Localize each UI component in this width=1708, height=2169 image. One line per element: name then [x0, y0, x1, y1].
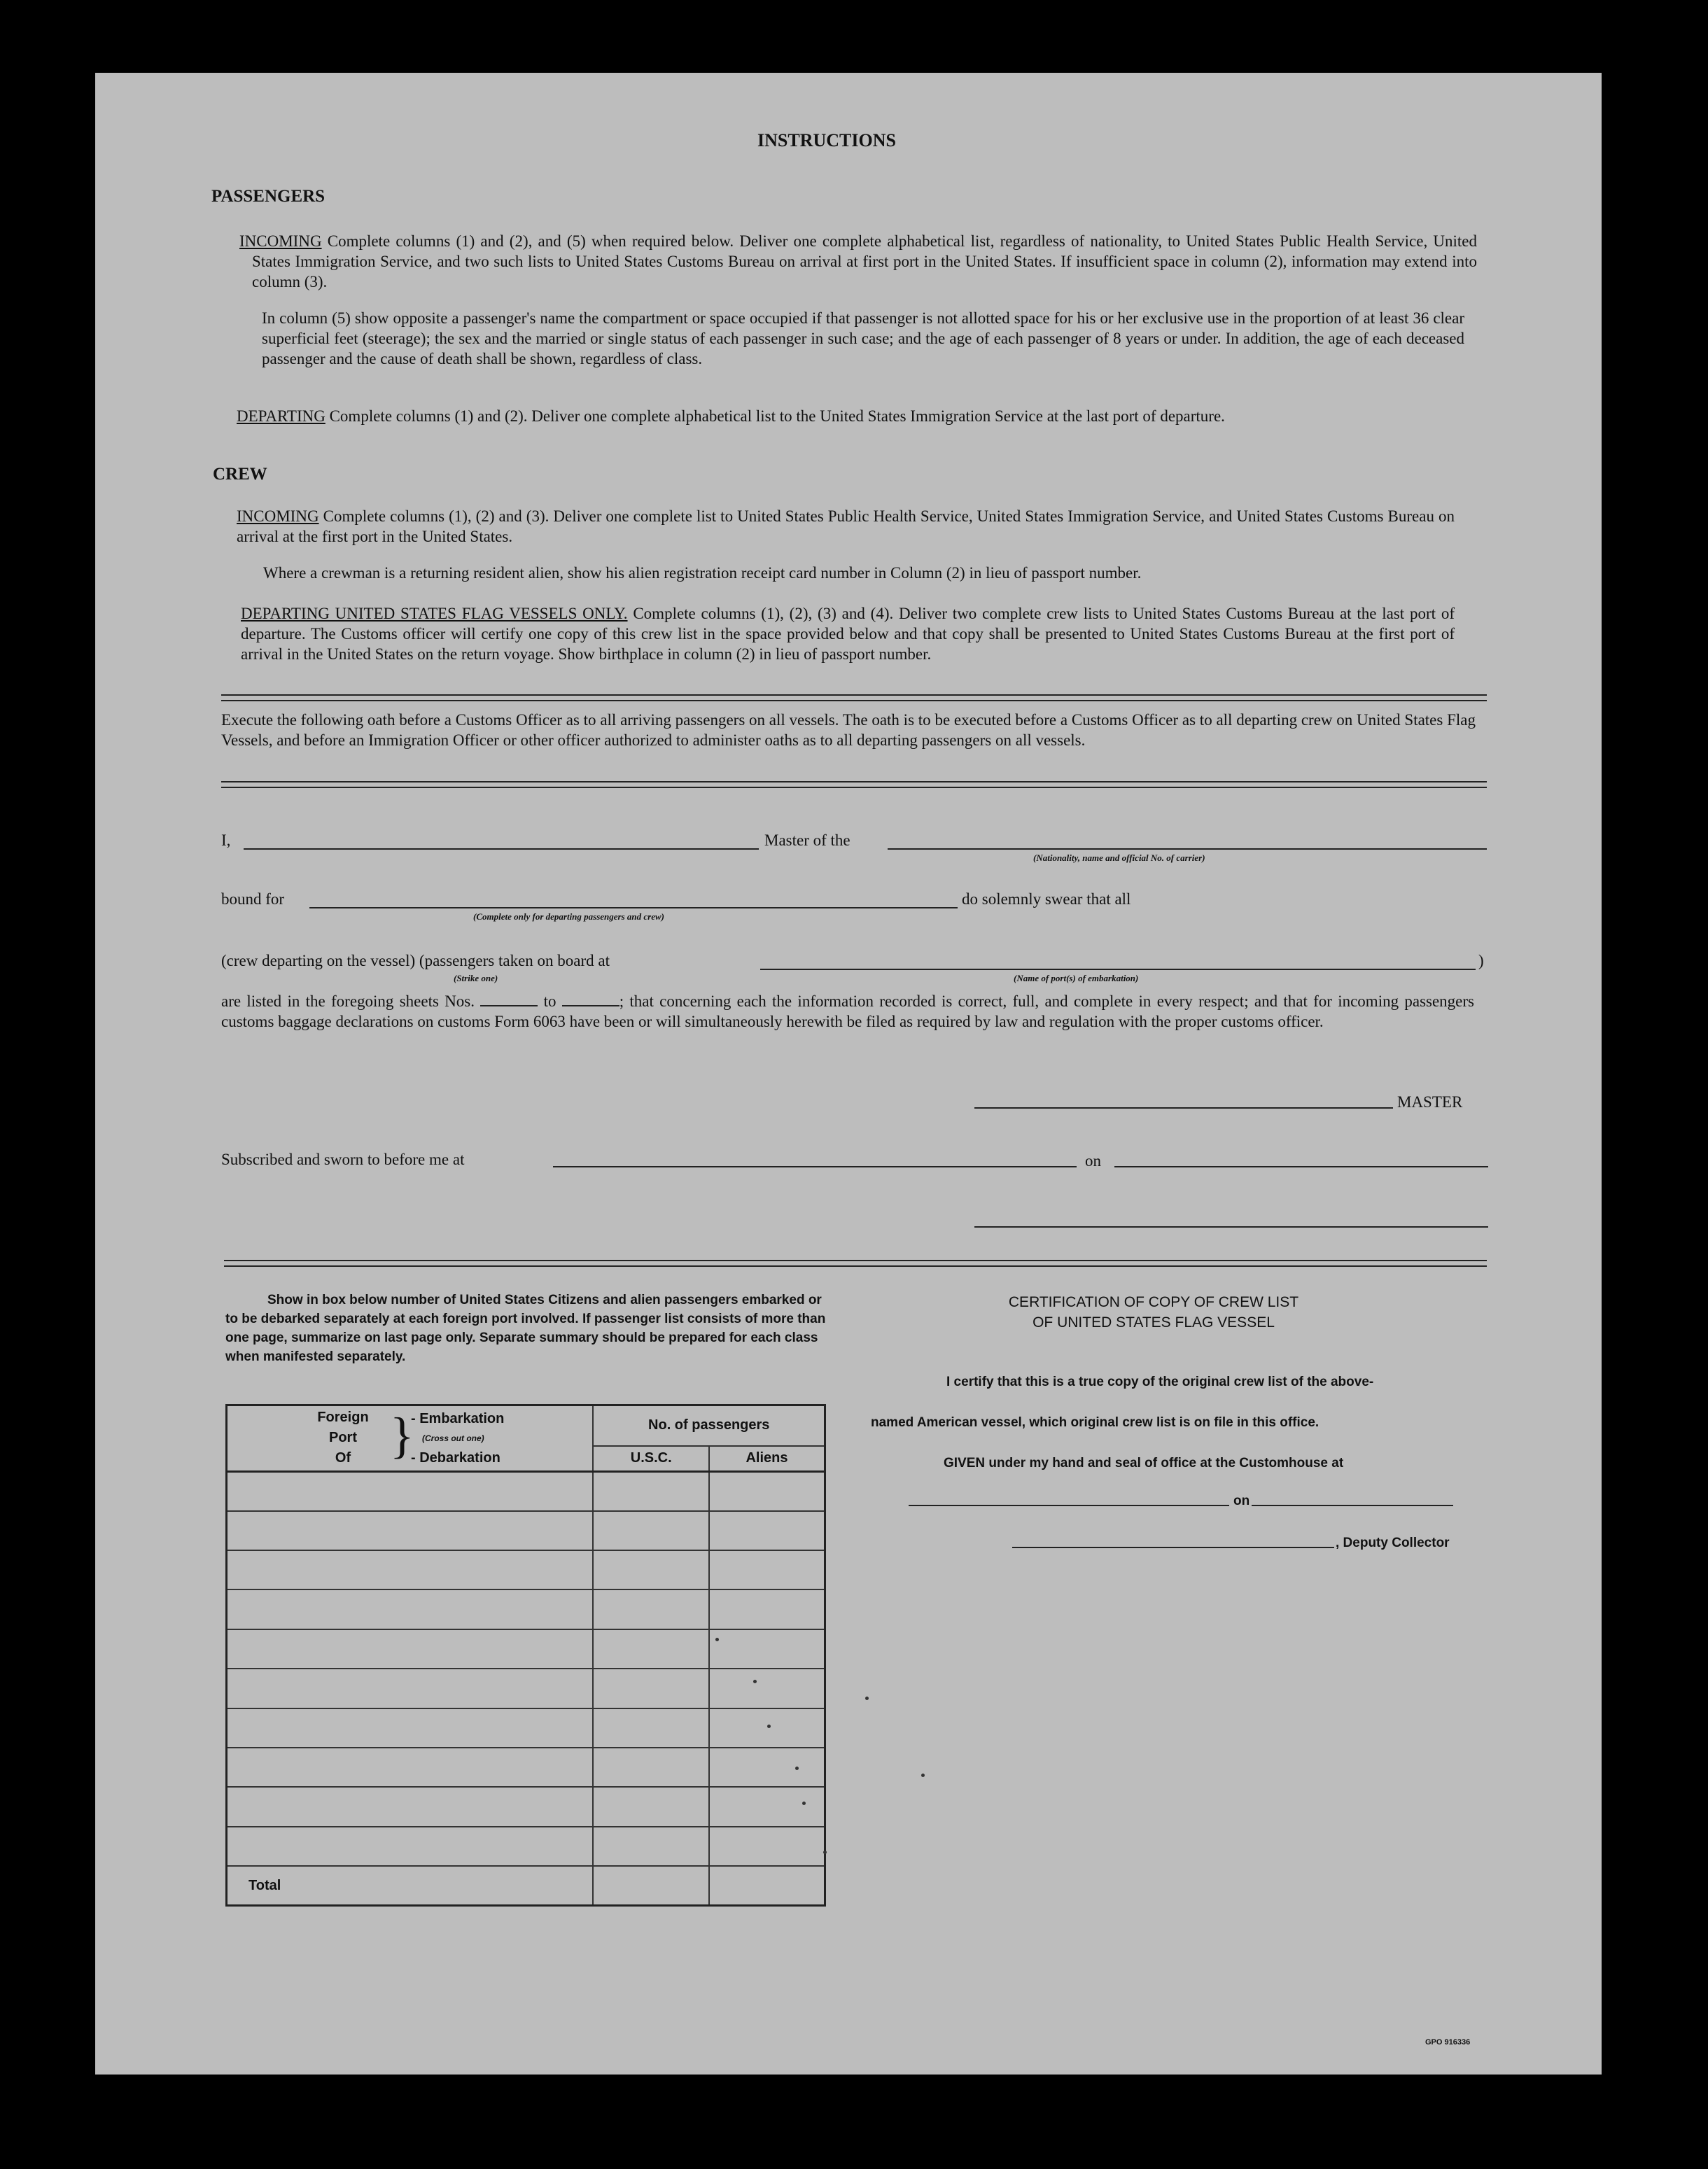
usc-cell[interactable] [593, 1629, 709, 1669]
scan-speck [753, 1680, 757, 1683]
deputy-signature-line[interactable] [1012, 1547, 1334, 1548]
table-row [227, 1471, 825, 1510]
sheet-to-field[interactable] [562, 1005, 620, 1006]
listed-text-a: are listed in the foregoing sheets Nos. [221, 992, 475, 1010]
scan-speck [823, 1851, 827, 1854]
aliens-cell[interactable] [709, 1471, 825, 1510]
summary-intro: Show in box below number of United States Citizens and alien passengers embarked or to be debarked separately at each foreign port involved. If passenger list consists of more than one page, summarize on last page only. Separate summary should be prepared for each class when manifested separately. [225, 1293, 826, 1364]
table-row [227, 1748, 825, 1787]
usc-cell[interactable] [593, 1511, 709, 1550]
usc-header: U.S.C. [593, 1446, 709, 1471]
aliens-cell[interactable] [709, 1708, 825, 1748]
usc-cell[interactable] [593, 1669, 709, 1708]
passengers-incoming-paragraph [239, 231, 1477, 292]
master-signature-line[interactable] [974, 1107, 1393, 1109]
port-cell[interactable] [227, 1669, 594, 1708]
port-cell[interactable] [227, 1550, 594, 1589]
debarkation-label: - Debarkation [411, 1450, 500, 1466]
subscribed-label: Subscribed and sworn to before me at [221, 1151, 465, 1168]
carrier-hint: (Nationality, name and official No. of carrier) [1033, 852, 1205, 863]
table-row [227, 1669, 825, 1708]
certification-title-line-1: CERTIFICATION OF COPY OF CREW LIST [1008, 1294, 1299, 1310]
port-cell[interactable] [227, 1787, 594, 1826]
no-of-passengers-header: No. of passengers [593, 1405, 825, 1446]
officer-signature-line[interactable] [974, 1226, 1488, 1228]
certification-date-line[interactable] [1252, 1505, 1453, 1506]
usc-cell[interactable] [593, 1471, 709, 1510]
table-row [227, 1589, 825, 1629]
crew-departing-paragraph [241, 603, 1455, 664]
sworn-date-line[interactable] [1114, 1166, 1488, 1167]
gpo-number: GPO 916336 [1425, 2038, 1471, 2047]
aliens-cell[interactable] [709, 1669, 825, 1708]
ports-hint: (Name of port(s) of embarkation) [1014, 973, 1139, 983]
usc-cell[interactable] [593, 1708, 709, 1748]
bound-for-line[interactable] [309, 907, 958, 908]
aliens-cell[interactable] [709, 1827, 825, 1866]
sworn-on-label: on [1085, 1152, 1101, 1170]
summary-table [225, 1404, 826, 1907]
port-cell[interactable] [227, 1748, 594, 1787]
cross-out-hint: (Cross out one) [422, 1433, 484, 1443]
total-aliens-cell[interactable] [709, 1866, 825, 1905]
divider [221, 781, 1487, 788]
deputy-collector-label: , Deputy Collector [1336, 1536, 1450, 1550]
bound-for-hint: (Complete only for departing passengers and crew) [473, 911, 664, 922]
master-label: MASTER [1397, 1093, 1463, 1111]
port-label: Port [329, 1430, 357, 1445]
aliens-cell[interactable] [709, 1550, 825, 1589]
certification-title [888, 1292, 1420, 1333]
certification-on-label: on [1233, 1494, 1250, 1508]
aliens-cell[interactable] [709, 1748, 825, 1787]
page-title: INSTRUCTIONS [757, 130, 896, 150]
usc-cell[interactable] [593, 1589, 709, 1629]
listed-to: to [543, 992, 556, 1010]
oath-i-label: I, [221, 831, 231, 849]
port-cell[interactable] [227, 1471, 594, 1510]
table-row [227, 1708, 825, 1748]
listed-text-b: ; that concerning each the information recorded is correct, full, and complete in every [619, 992, 1193, 1010]
document-page [95, 73, 1602, 2075]
passengers-incoming-label: INCOMING [239, 232, 322, 250]
listed-paragraph [221, 991, 1474, 1032]
usc-cell[interactable] [593, 1748, 709, 1787]
table-row [227, 1629, 825, 1669]
sworn-place-line[interactable] [553, 1166, 1077, 1167]
aliens-cell[interactable] [709, 1629, 825, 1669]
certification-line-3: GIVEN under my hand and seal of office at the Customhouse at [944, 1456, 1344, 1470]
strike-one-hint: (Strike one) [454, 973, 498, 983]
crew-passengers-label: (crew departing on the vessel) (passengers taken on board at [221, 952, 610, 969]
scan-speck [865, 1697, 869, 1700]
carrier-line[interactable] [888, 848, 1487, 850]
port-cell[interactable] [227, 1589, 594, 1629]
table-row [227, 1787, 825, 1826]
passengers-incoming-text: Complete columns (1) and (2), and (5) when required below. Deliver one complete alphabetical list, regardless of nationality, to United States Public Health Service, United States Immigration Service, and two such lists to United States Customs Bureau on arrival at first port in the United States. If insufficient space in column (2), information may extend into column (3). [252, 232, 1477, 290]
certification-line-1: I certify that this is a true copy of the original crew list of the above- [946, 1375, 1374, 1389]
aliens-cell[interactable] [709, 1787, 825, 1826]
brace-glyph: } [390, 1408, 414, 1463]
port-cell[interactable] [227, 1629, 594, 1669]
divider [221, 694, 1487, 701]
table-row [227, 1511, 825, 1550]
of-label: Of [335, 1450, 351, 1466]
crew-incoming-text: Complete columns (1), (2) and (3). Deliver one complete list to United States Public Health Service, United States Immigration Service, and United States Customs Bureau on arrival at the first port in the United States. [237, 507, 1455, 545]
oath-intro-paragraph: Execute the following oath before a Customs Officer as to all arriving passengers on all vessels. The oath is to be executed before a Customs Officer as to all departing crew on United States Flag Vessels, and before an Immigration Officer or other officer authorized to administer oaths as to all departing passengers on all vessels. [221, 711, 1476, 749]
aliens-cell[interactable] [709, 1589, 825, 1629]
master-of-label: Master of the [764, 831, 850, 849]
foreign-port-header [227, 1405, 594, 1472]
scan-speck [795, 1767, 799, 1770]
crew-incoming-paragraph [237, 506, 1455, 547]
bound-for-label: bound for [221, 890, 285, 908]
divider [224, 1260, 1487, 1267]
port-cell[interactable] [227, 1708, 594, 1748]
usc-cell[interactable] [593, 1787, 709, 1826]
swear-label: do solemnly swear that all [962, 890, 1131, 908]
total-usc-cell[interactable] [593, 1866, 709, 1905]
passengers-departing-label: DEPARTING [237, 407, 326, 425]
port-cell[interactable] [227, 1827, 594, 1866]
scan-speck [802, 1802, 806, 1805]
passengers-departing-text: Complete columns (1) and (2). Deliver one complete alphabetical list to the United States Immigration Service at the last port of departure. [325, 407, 1225, 425]
certification-line-2: named American vessel, which original crew list is on file in this office. [871, 1415, 1320, 1430]
crew-heading: CREW [213, 465, 267, 484]
table-row [227, 1550, 825, 1589]
passengers-heading: PASSENGERS [211, 187, 326, 206]
scan-speck [767, 1725, 771, 1728]
master-name-line[interactable] [244, 848, 759, 850]
listed-text-rest: respect; and that for incoming passengers customs baggage declarations on customs Form 6063 have been or will simultaneously herewith be filed as required by law and regulation with the proper customs officer. [221, 992, 1475, 1030]
scan-speck [715, 1638, 719, 1641]
close-paren: ) [1478, 952, 1484, 969]
usc-cell[interactable] [593, 1827, 709, 1866]
crew-resident-paragraph: Where a crewman is a returning resident alien, show his alien registration receipt card number in Column (2) in lieu of passport number. [263, 564, 1142, 582]
passengers-departing-paragraph [237, 406, 1469, 426]
crew-departing-text: Complete columns (1), (2), (3) and (4). Deliver two complete crew lists to United States Customs Bureau at the last port of departure. The Customs officer will certify one copy of this crew list in the space provided below and that copy shall be presented to United States Customs Bureau at the first port of arrival in the United States on the return voyage. Show birthplace in column (2) in lieu of passport number. [241, 605, 1455, 663]
sheet-from-field[interactable] [480, 1005, 538, 1006]
embarkation-label: - Embarkation [411, 1411, 505, 1426]
foreign-label: Foreign [317, 1410, 369, 1425]
aliens-cell[interactable] [709, 1511, 825, 1550]
total-label: Total [227, 1866, 594, 1905]
crew-incoming-label: INCOMING [237, 507, 319, 525]
scan-speck [921, 1774, 925, 1777]
embarkation-port-line[interactable] [760, 969, 1476, 970]
usc-cell[interactable] [593, 1550, 709, 1589]
certification-title-line-2: OF UNITED STATES FLAG VESSEL [1032, 1314, 1275, 1331]
table-row [227, 1827, 825, 1866]
customhouse-line[interactable] [909, 1505, 1229, 1506]
passengers-column5-paragraph: In column (5) show opposite a passenger's name the compartment or space occupied if that passenger is not allotted space for his or her exclusive use in the proportion of at least 36 clear superficial feet (steerage); the sex and the married or single status of each passenger in such case; and the age of each passenger of 8 years or under. In addition, the age of each deceased passenger and the cause of death shall be shown, regardless of class. [262, 309, 1464, 367]
port-cell[interactable] [227, 1511, 594, 1550]
aliens-header: Aliens [709, 1446, 825, 1471]
summary-rows [227, 1471, 825, 1866]
crew-departing-label: DEPARTING UNITED STATES FLAG VESSELS ONLY. [241, 605, 628, 622]
